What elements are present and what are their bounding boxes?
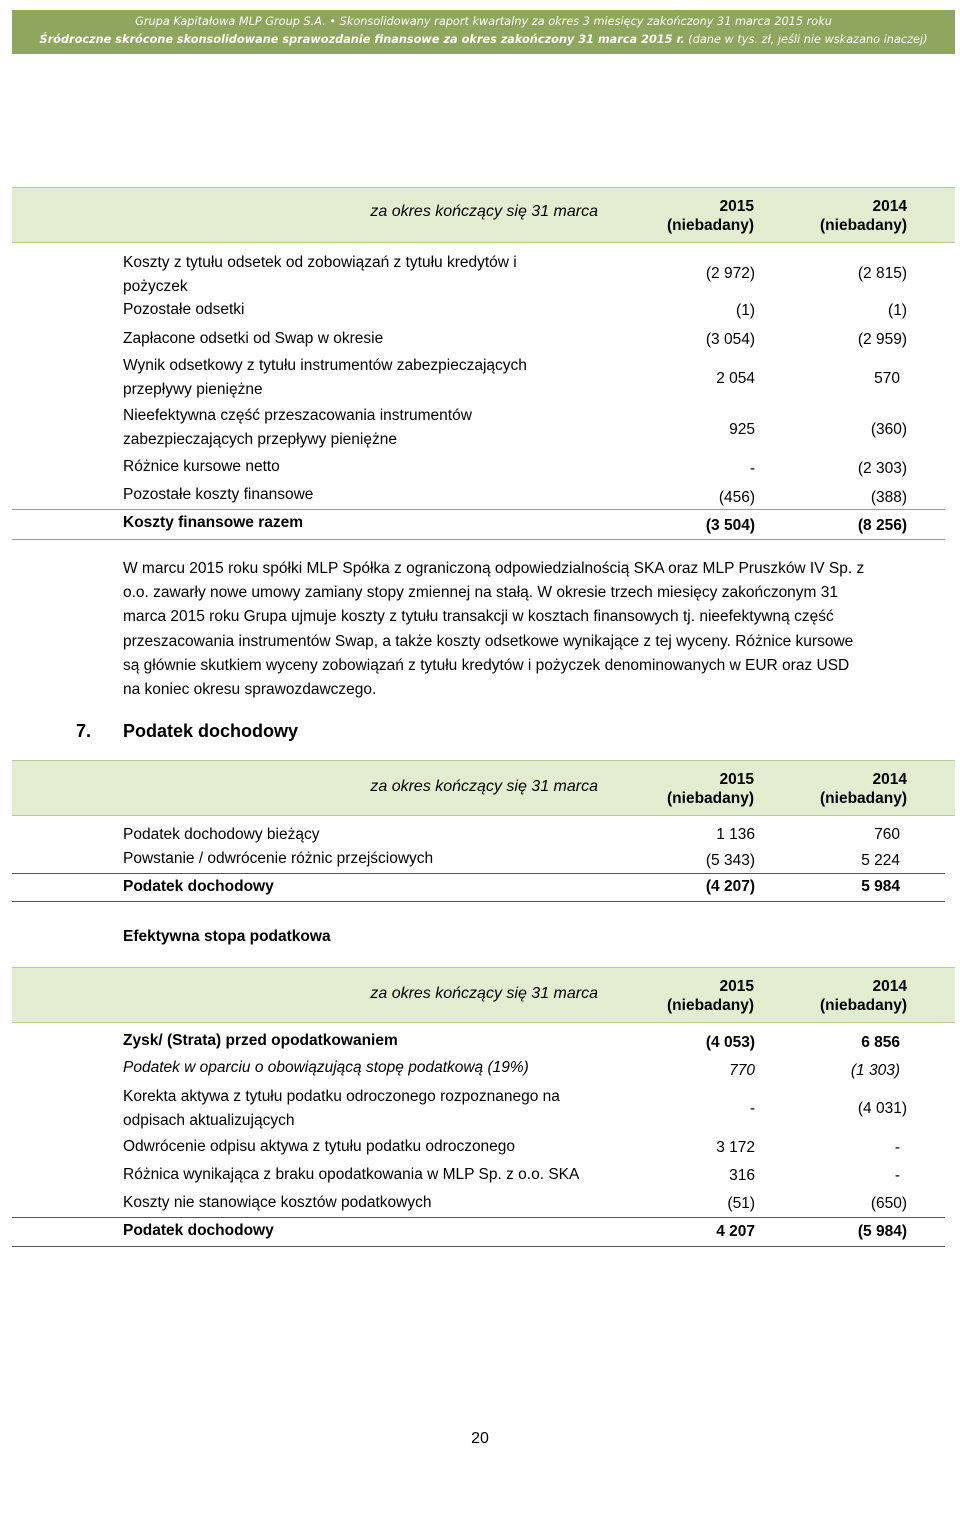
table-rule	[12, 1217, 945, 1218]
fc-row-3-label	[123, 354, 527, 402]
er-row-2-2014: (4 031)	[857, 1100, 907, 1117]
unaudited-note: (niebadany)	[667, 997, 754, 1014]
year-2015-header	[634, 977, 754, 1015]
income-tax-header-band	[12, 760, 955, 816]
label-line: Nieefektywna część przeszacowania instrumentów	[123, 407, 472, 424]
it-row-0-label: Podatek dochodowy bieżący	[123, 826, 320, 843]
fc-row-4-2014: (360)	[870, 421, 907, 438]
fc-row-0-2015: (2 972)	[705, 265, 755, 282]
er-row-1-label: Podatek w oparciu o obowiązującą stopę podatkową (19%)	[123, 1059, 529, 1076]
fc-row-5-2015: -	[749, 460, 755, 477]
section-heading	[76, 721, 298, 742]
section-number: 7.	[76, 721, 92, 741]
fc-row-2-label: Zapłacone odsetki od Swap w okresie	[123, 330, 384, 347]
er-row-2-2015: -	[749, 1100, 755, 1117]
fc-row-6-2015: (456)	[718, 489, 755, 506]
label-line: odpisach aktualizujących	[123, 1112, 295, 1129]
fc-row-5-2014: (2 303)	[857, 460, 907, 477]
unaudited-note: (niebadany)	[820, 997, 907, 1014]
fc-row-1-label: Pozostałe odsetki	[123, 301, 245, 318]
er-row-5-2015: (51)	[727, 1195, 755, 1212]
fc-row-5-label: Różnice kursowe netto	[123, 458, 280, 475]
fc-row-1-2015: (1)	[736, 302, 755, 319]
er-row-1-2014: (1 303)	[850, 1062, 900, 1079]
year-2015-header	[634, 770, 754, 808]
table-rule	[12, 539, 945, 540]
er-row-1-2015: 770	[729, 1062, 755, 1079]
er-total-label: Podatek dochodowy	[123, 1222, 274, 1239]
year-2014-header	[787, 770, 907, 808]
er-row-5-2014: (650)	[870, 1195, 907, 1212]
year-2015: 2015	[719, 978, 754, 995]
label-line: Korekta aktywa z tytułu podatku odroczonego rozpoznanego na	[123, 1088, 560, 1105]
label-line: pożyczek	[123, 278, 188, 295]
period-label: za okres kończący się 31 marca	[370, 778, 598, 795]
effective-rate-heading: Efektywna stopa podatkowa	[123, 928, 331, 945]
er-row-4-label: Różnica wynikająca z braku opodatkowania w MLP Sp. z o.o. SKA	[123, 1166, 580, 1183]
fc-total-2014: (8 256)	[857, 517, 907, 534]
header-line-2-note: (dane w tys. zł, jeśli nie wskazano inaczej)	[684, 33, 928, 46]
it-row-0-2014: 760	[874, 826, 900, 843]
finance-costs-header-band	[12, 187, 955, 243]
fc-row-2-2015: (3 054)	[705, 331, 755, 348]
year-2014-header	[787, 197, 907, 235]
document-header	[12, 10, 955, 54]
paragraph-line: marca 2015 roku Grupa ujmuje koszty z tytułu transakcji w kosztach finansowych tj. nieefektywną część	[123, 608, 834, 626]
fc-total-label: Koszty finansowe razem	[123, 514, 304, 531]
header-line-1: Grupa Kapitałowa MLP Group S.A. • Skonsolidowany raport kwartalny za okres 3 miesięcy zakończony 31 marca 2015 roku	[135, 15, 832, 28]
year-2015: 2015	[719, 198, 754, 215]
fc-row-3-2015: 2 054	[716, 370, 755, 387]
unaudited-note: (niebadany)	[820, 790, 907, 807]
swap-explanation-paragraph	[123, 557, 908, 702]
fc-row-4-2015: 925	[729, 421, 755, 438]
unaudited-note: (niebadany)	[667, 790, 754, 807]
table-rule	[12, 873, 945, 874]
paragraph-line: W marcu 2015 roku spółki MLP Spółka z ograniczoną odpowiedzialnością SKA oraz MLP Pruszków IV Sp. z	[123, 560, 865, 577]
er-row-4-2015: 316	[729, 1167, 755, 1184]
fc-row-4-label	[123, 404, 472, 452]
er-row-2-label	[123, 1085, 560, 1133]
label-line: Koszty z tytułu odsetek od zobowiązań z tytułu kredytów i	[123, 254, 517, 271]
paragraph-line: są głównie skutkiem wyceny zobowiązań z tytułu kredytów i pożyczek denominowanych w EUR oraz USD	[123, 656, 850, 674]
year-2015: 2015	[719, 771, 754, 788]
er-row-3-label: Odwrócenie odpisu aktywa z tytułu podatku odroczonego	[123, 1138, 516, 1155]
table-rule	[12, 509, 945, 510]
table-rule	[12, 1246, 945, 1247]
er-row-3-2014: -	[894, 1139, 900, 1156]
it-row-1-label: Powstanie / odwrócenie różnic przejściowych	[123, 850, 434, 867]
fc-row-1-2014: (1)	[888, 302, 907, 319]
fc-row-0-label	[123, 251, 517, 299]
year-2014: 2014	[872, 978, 907, 995]
fc-row-2-2014: (2 959)	[857, 331, 907, 348]
er-row-0-2015: (4 053)	[705, 1034, 755, 1051]
er-total-2014: (5 984)	[857, 1223, 907, 1240]
it-row-1-2014: 5 224	[861, 852, 900, 869]
er-row-3-2015: 3 172	[716, 1139, 755, 1156]
fc-row-6-2014: (388)	[870, 489, 907, 506]
label-line: zabezpieczających przepływy pieniężne	[123, 431, 397, 448]
year-2014: 2014	[872, 198, 907, 215]
unaudited-note: (niebadany)	[820, 217, 907, 234]
period-label: za okres kończący się 31 marca	[370, 203, 598, 220]
it-row-1-2015: (5 343)	[705, 852, 755, 869]
it-row-0-2015: 1 136	[716, 826, 755, 843]
paragraph-line: na koniec okresu sprawozdawczego.	[123, 681, 377, 699]
period-label: za okres kończący się 31 marca	[370, 985, 598, 1002]
label-line: Wynik odsetkowy z tytułu instrumentów zabezpieczających	[123, 357, 527, 374]
section-title: Podatek dochodowy	[123, 721, 299, 741]
er-row-5-label: Koszty nie stanowiące kosztów podatkowych	[123, 1194, 432, 1211]
fc-total-2015: (3 504)	[705, 517, 755, 534]
it-total-2015: (4 207)	[705, 878, 755, 895]
it-total-label: Podatek dochodowy	[123, 878, 274, 895]
year-2014: 2014	[872, 771, 907, 788]
paragraph-line: przeszacowania instrumentów Swap, a także koszty odsetkowe wynikające z tej wyceny. Różnice kursowe	[123, 632, 854, 650]
header-line-2	[12, 31, 955, 49]
fc-row-0-2014: (2 815)	[857, 265, 907, 282]
table-rule	[12, 901, 945, 902]
er-row-0-label: Zysk/ (Strata) przed opodatkowaniem	[123, 1032, 398, 1049]
unaudited-note: (niebadany)	[667, 217, 754, 234]
effective-rate-header-band	[12, 967, 955, 1023]
it-total-2014: 5 984	[861, 878, 900, 895]
fc-row-3-2014: 570	[874, 370, 900, 387]
year-2015-header	[634, 197, 754, 235]
er-row-0-2014: 6 856	[861, 1034, 900, 1051]
fc-row-6-label: Pozostałe koszty finansowe	[123, 486, 314, 503]
page-number: 20	[471, 1430, 489, 1447]
header-line-2-title: Śródroczne skrócone skonsolidowane sprawozdanie finansowe za okres zakończony 31 marca 2015 r.	[39, 33, 685, 46]
label-line: przepływy pieniężne	[123, 381, 263, 398]
er-row-4-2014: -	[894, 1167, 900, 1184]
year-2014-header	[787, 977, 907, 1015]
paragraph-line: o.o. zawarły nowe umowy zamiany stopy zmiennej na stałą. W okresie trzech miesięcy zakończonym 31	[123, 584, 839, 602]
er-total-2015: 4 207	[716, 1223, 755, 1240]
